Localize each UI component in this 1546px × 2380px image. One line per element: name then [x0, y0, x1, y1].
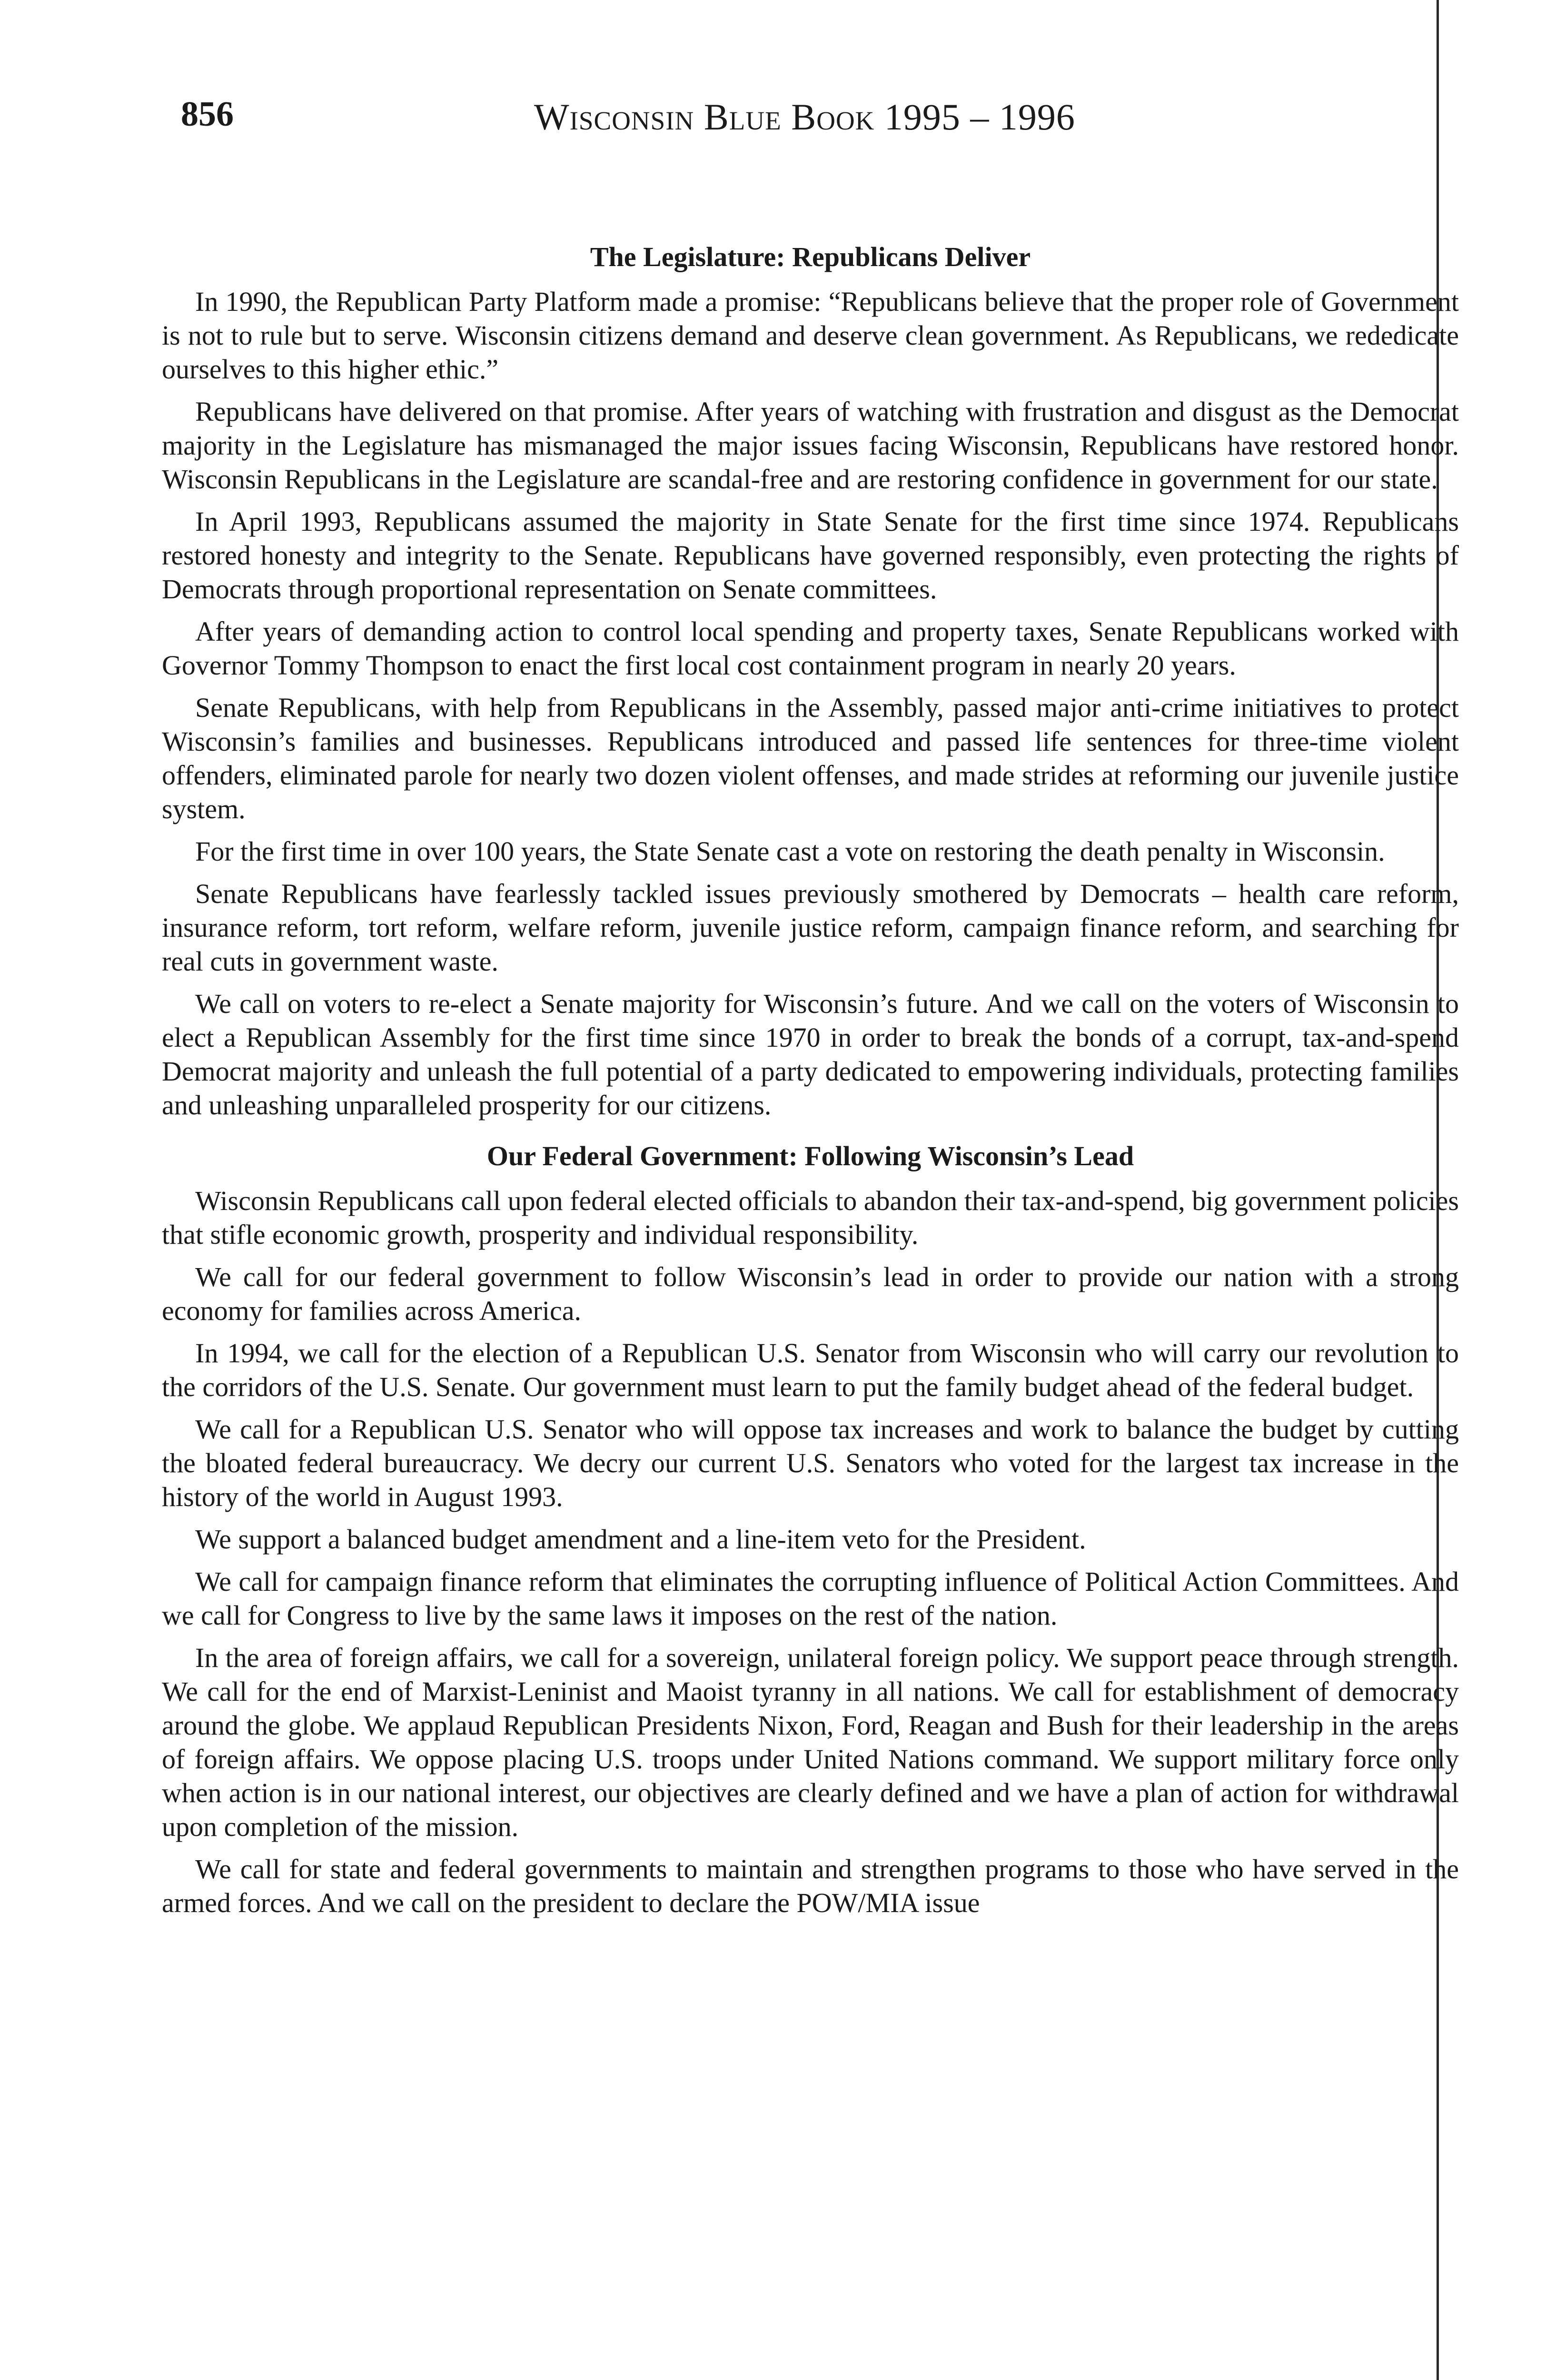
paragraph: We support a balanced budget amendment and a line-item veto for the President. — [195, 1524, 1086, 1555]
paragraph: In the area of foreign affairs, we call for a sovereign, unilateral foreign policy. We support peace through strength. We call for the end of Marxist-Leninist and Maoist tyranny in all nations. We call for establishment of democracy around the globe. We applaud Republican Presidents Nixon, Ford, Reagan and Bush for their leadership in the areas of foreign affairs. We oppose placing U.S. troops under United Nations command. We support military force only when action is in our national interest, our objectives are clearly defined and we have a plan of action for withdrawal upon completion of the mission. — [162, 1642, 1459, 1842]
paragraph: We call for state and federal governments to maintain and strengthen programs to those who have served in the armed forces. And we call on the president to declare the POW/MIA issue — [162, 1854, 1459, 1918]
paragraph: Republicans have delivered on that promise. After years of watching with frustration and disgust as the Democrat majority in the Legislature has mismanaged the major issues facing Wisconsin, Republicans have restored honor. Wisconsin Republicans in the Legislature are scandal-free and are restoring confidence in government for our state. — [162, 396, 1459, 495]
page-body — [162, 238, 1459, 1928]
paragraph: Wisconsin Republicans call upon federal elected officials to abandon their tax-and-spend, big government policies that stifle economic growth, prosperity and individual responsibility. — [162, 1185, 1459, 1250]
page-number: 856 — [181, 95, 234, 134]
paragraph: We call for our federal government to follow Wisconsin’s lead in order to provide our nation with a strong economy for families across America. — [162, 1261, 1459, 1326]
running-title: Wisconsin Blue Book 1995 – 1996 — [534, 96, 1075, 138]
paragraph: We call on voters to re-elect a Senate majority for Wisconsin’s future. And we call on the voters of Wisconsin to elect a Republican Assembly for the first time since 1970 in order to break the bonds of a corrupt, tax-and-spend Democrat majority and unleash the full potential of a party dedicated to empowering individuals, protecting families and unleashing unparalleled prosperity for our citizens. — [162, 988, 1459, 1121]
paragraph: After years of demanding action to control local spending and property taxes, Senate Republicans worked with Governor Tommy Thompson to enact the first local cost containment program in nearly 20 years. — [162, 616, 1459, 681]
paragraph: For the first time in over 100 years, the State Senate cast a vote on restoring the death penalty in Wisconsin. — [195, 836, 1385, 867]
paragraph: In April 1993, Republicans assumed the majority in State Senate for the first time since 1974. Republicans restored honesty and integrity to the Senate. Republicans have governed responsibly, even protecting the rights of Democrats through proportional representation on Senate committees. — [162, 506, 1459, 605]
paragraph: In 1990, the Republican Party Platform made a promise: “Republicans believe that the proper role of Government is not to rule but to serve. Wisconsin citizens demand and deserve clean government. As Republicans, we rededicate ourselves to this higher ethic.” — [162, 286, 1459, 385]
paragraph: We call for a Republican U.S. Senator who will oppose tax increases and work to balance the budget by cutting the bloated federal bureaucracy. We decry our current U.S. Senators who voted for the largest tax increase in the history of the world in August 1993. — [162, 1414, 1459, 1512]
paragraph: We call for campaign finance reform that eliminates the corrupting influence of Political Action Committees. And we call for Congress to live by the same laws it imposes on the rest of the nation. — [162, 1566, 1459, 1631]
paragraph: In 1994, we call for the election of a Republican U.S. Senator from Wisconsin who will carry our revolution to the corridors of the U.S. Senate. Our government must learn to put the family budget ahead of the federal budget. — [162, 1338, 1459, 1402]
page-header — [181, 90, 1390, 148]
paragraph: Senate Republicans, with help from Republicans in the Assembly, passed major anti-crime initiatives to protect Wisconsin’s families and businesses. Republicans introduced and passed life sentences for three-time violent offenders, eliminated parole for nearly two dozen violent offenses, and made strides at reforming our juvenile justice system. — [162, 692, 1459, 824]
paragraph: Senate Republicans have fearlessly tackled issues previously smothered by Democrats – health care reform, insurance reform, tort reform, welfare reform, juvenile justice reform, campaign finance reform, and searching for real cuts in government waste. — [162, 878, 1459, 977]
section-heading-legislature: The Legislature: Republicans Deliver — [590, 241, 1031, 272]
section-heading-federal-government: Our Federal Government: Following Wisconsin’s Lead — [486, 1140, 1134, 1171]
